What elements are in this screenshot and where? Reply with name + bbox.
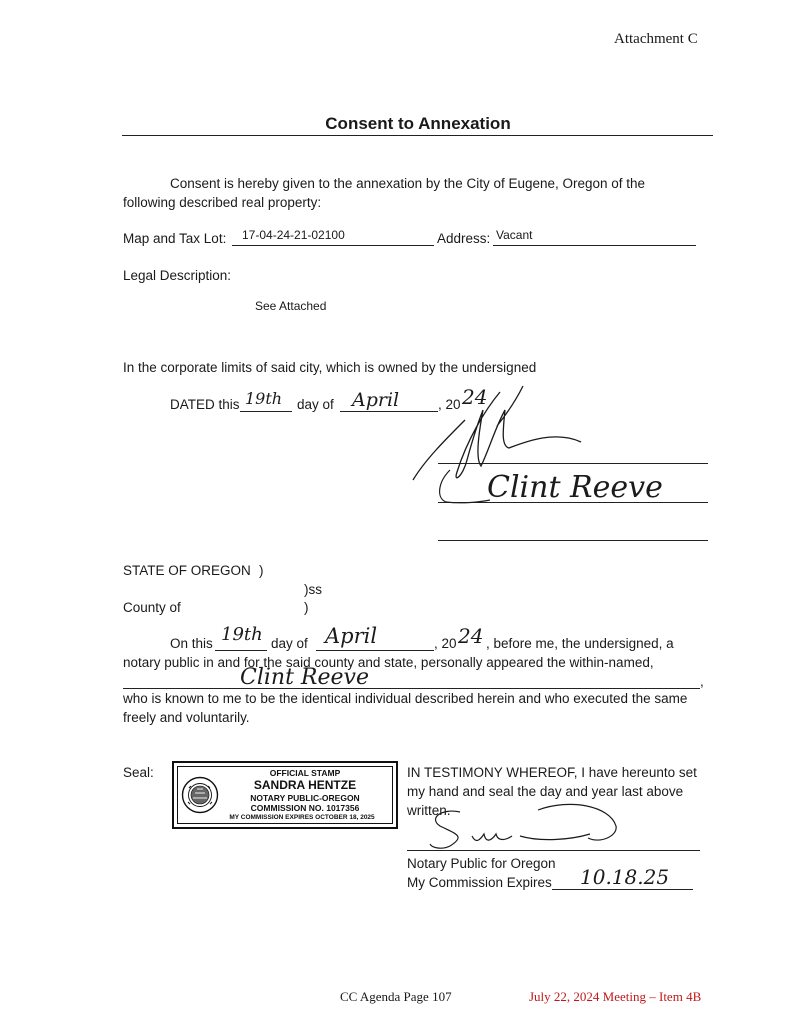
stamp-commission-number: COMMISSION NO. 1017356 [250,803,360,813]
notary-line-5: freely and voluntarily. [123,710,250,725]
on-this-label: On this [170,636,213,651]
map-tax-lot-value: 17-04-24-21-02100 [242,228,345,242]
attachment-label: Attachment C [614,31,698,47]
map-tax-lot-line [232,245,434,246]
on-this-day-handwritten: 19th [221,624,263,645]
legal-description-label: Legal Description: [123,268,232,283]
address-value: Vacant [496,228,533,242]
signer-printed-handwritten: Clint Reeve [487,470,663,505]
dated-prefix: DATED this [170,397,240,412]
on-this-month-line [316,650,434,651]
official-stamp [172,761,398,829]
address-line [493,245,696,246]
testimony-line-3: written. [407,803,451,818]
commission-expires-label: My Commission Expires [407,875,552,890]
named-person-line [123,688,700,689]
stamp-title: OFFICIAL STAMP [269,768,341,778]
testimony-line-1: IN TESTIMONY WHEREOF, I have hereunto set [407,765,697,780]
intro-line-1: Consent is hereby given to the annexation by the City of Eugene, Oregon of the [170,176,646,191]
corporate-limits-text: In the corporate limits of said city, which is owned by the undersigned [123,360,537,375]
address-label: Address: [437,231,491,246]
intro-line-2: following described real property: [123,195,322,210]
dated-day-line [240,411,292,412]
footer-meeting-info: July 22, 2024 Meeting – Item 4B [529,989,702,1004]
signature-line-3 [438,540,708,541]
stamp-notary-name: SANDRA HENTZE [253,778,357,792]
notary-line-4: who is known to me to be the identical individual described herein and who executed the same [123,691,688,706]
county-label: County of [123,600,181,615]
stamp-notary-public: NOTARY PUBLIC-OREGON [250,793,360,803]
before-me-text: , before me, the undersigned, a [486,636,674,651]
seal-label: Seal: [123,765,154,780]
ss-label: )ss [304,582,322,597]
signer-signature-loop [432,468,492,508]
state-paren: ) [259,563,264,578]
document-title: Consent to Annexation [325,114,511,133]
commission-expires-handwritten: 10.18.25 [580,865,670,889]
notary-signature [420,800,660,860]
stamp-commission-expiry: MY COMMISSION EXPIRES OCTOBER 18, 2025 [229,814,375,821]
notary-public-label: Notary Public for Oregon [407,856,556,871]
county-paren: ) [304,600,309,615]
named-person-comma: , [700,674,704,689]
footer-page-number: CC Agenda Page 107 [340,989,452,1004]
title-rule [122,135,713,136]
notary-line-2: notary public in and for the said county and state, personally appeared the within-named, [123,655,654,670]
dated-day-handwritten: 19th [245,389,283,408]
on-this-month-handwritten: April [325,624,378,648]
map-tax-lot-label: Map and Tax Lot: [123,231,227,246]
dated-year-handwritten: 24 [462,385,488,409]
on-this-day-of: day of [271,636,308,651]
dated-month-handwritten: April [352,389,400,411]
on-this-year-prefix: , 20 [434,636,457,651]
on-this-year-handwritten: 24 [458,624,484,648]
commission-expires-line [552,889,693,890]
named-person-handwritten: Clint Reeve [240,665,369,690]
dated-day-of: day of [297,397,334,412]
state-label: STATE OF OREGON [123,563,251,578]
legal-description-value: See Attached [255,299,327,313]
testimony-line-2: my hand and seal the day and year last above [407,784,684,799]
dated-year-prefix: , 20 [438,397,461,412]
on-this-day-line [215,650,267,651]
notary-signature-line [407,850,700,851]
